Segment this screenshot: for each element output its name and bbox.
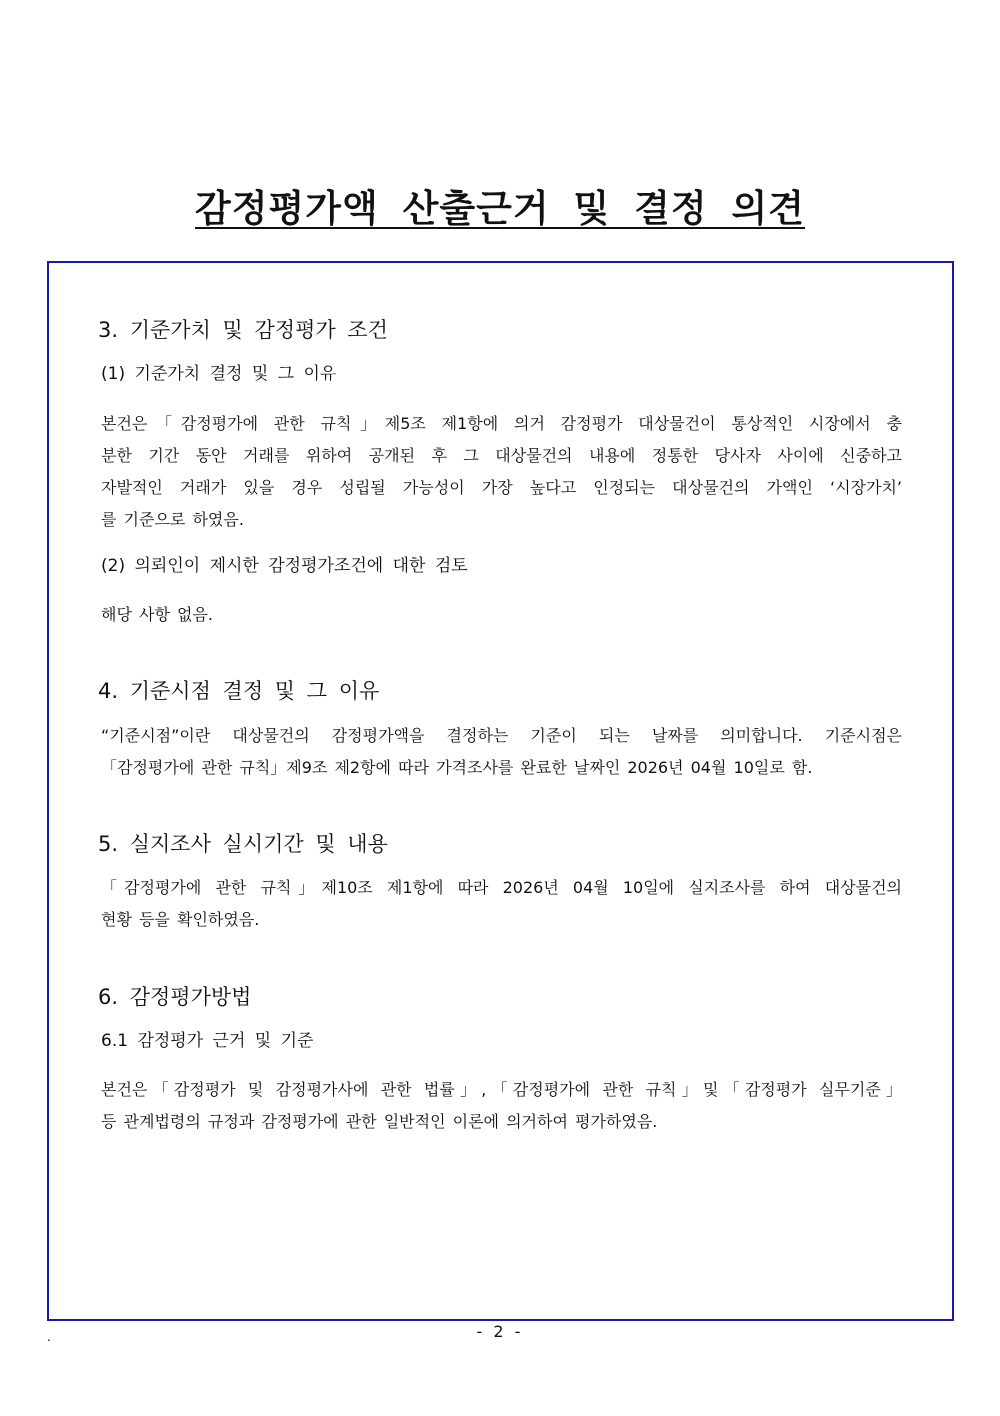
section-3-2-paragraph — [101, 599, 902, 631]
paragraph-line: 등 관계법령의 규정과 감정평가에 관한 일반적인 이론에 의거하여 평가하였음. — [101, 1112, 658, 1131]
corner-mark: . — [47, 1330, 51, 1344]
section-6-1-subheading: 6.1 감정평가 근거 및 기준 — [101, 1031, 314, 1051]
section-6-heading: 6. 감정평가방법 — [98, 985, 252, 1009]
paragraph-line: 「감정평가에 관한 규칙」제9조 제2항에 따라 가격조사를 완료한 날짜인 2026년 04월 10일로 함. — [101, 758, 813, 777]
document-title-text: 감정평가액 산출근거 및 결정 의견 — [195, 187, 805, 230]
page-number: - 2 - — [476, 1322, 524, 1341]
paragraph-line: 「감정평가에 관한 규칙」제10조 제1항에 따라 2026년 04월 10일에 실지조사를 하여 대상물건의 — [101, 878, 902, 897]
section-4-paragraph — [101, 720, 902, 784]
paragraph-line: 자발적인 거래가 있을 경우 성립될 가능성이 가장 높다고 인정되는 대상물건의 가액인 ‘시장가치’ — [101, 478, 902, 497]
section-5-heading: 5. 실지조사 실시기간 및 내용 — [98, 832, 388, 856]
section-3-heading: 3. 기준가치 및 감정평가 조건 — [98, 318, 388, 342]
paragraph-line: 해당 사항 없음. — [101, 605, 213, 624]
section-3-1-paragraph — [101, 408, 902, 536]
document-title — [0, 184, 1000, 234]
section-3-1-subheading: (1) 기준가치 결정 및 그 이유 — [101, 364, 337, 384]
section-6-1-paragraph — [101, 1074, 902, 1138]
section-5-paragraph — [101, 872, 902, 936]
paragraph-line: 본건은「감정평가 및 감정평가사에 관한 법률」,「감정평가에 관한 규칙」및「감정평가 실무기준」 — [101, 1080, 902, 1099]
paragraph-line: 본건은「감정평가에 관한 규칙」제5조 제1항에 의거 감정평가 대상물건이 통상적인 시장에서 충 — [101, 414, 902, 433]
paragraph-line: 를 기준으로 하였음. — [101, 510, 244, 529]
paragraph-line: “기준시점”이란 대상물건의 감정평가액을 결정하는 기준이 되는 날짜를 의미합니다. 기준시점은 — [101, 726, 902, 745]
paragraph-line: 현황 등을 확인하였음. — [101, 910, 260, 929]
section-4-heading: 4. 기준시점 결정 및 그 이유 — [98, 679, 380, 703]
paragraph-line: 분한 기간 동안 거래를 위하여 공개된 후 그 대상물건의 내용에 정통한 당사자 사이에 신중하고 — [101, 446, 902, 465]
section-3-2-subheading: (2) 의뢰인이 제시한 감정평가조건에 대한 검토 — [101, 556, 468, 576]
